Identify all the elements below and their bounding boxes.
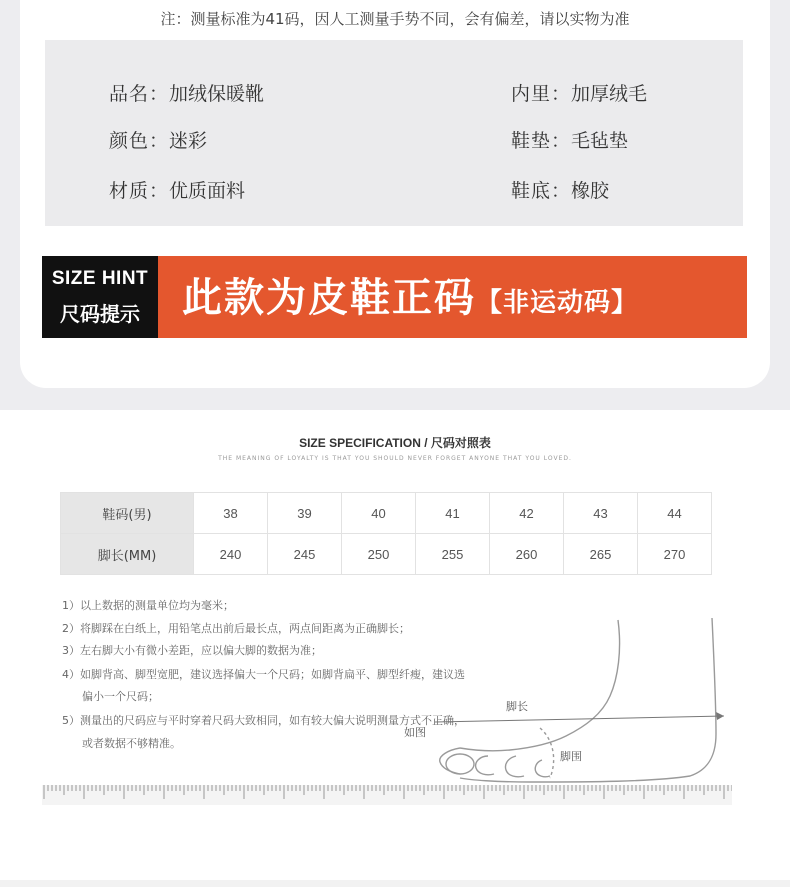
circumference-label: 如图	[404, 726, 426, 739]
table-cell: 44	[638, 493, 712, 534]
ruler-graphic	[42, 785, 732, 807]
info-lining-value: 加厚绒毛	[571, 83, 648, 105]
info-insole-label: 鞋垫：	[511, 130, 572, 152]
info-material	[109, 176, 245, 203]
info-material-label: 材质：	[109, 180, 170, 202]
table-cell: 41	[416, 493, 490, 534]
note-line: 5）测量出的尺码应与平时穿着尺码大致相同，如有较大偏大说明测量方式不正确，	[62, 714, 465, 727]
info-insole	[511, 126, 628, 153]
info-name-label: 品名：	[109, 83, 170, 105]
product-panel	[0, 0, 790, 410]
info-sole	[511, 176, 609, 203]
table-cell: 240	[194, 534, 268, 575]
size-hint-headline: 此款为皮鞋正码	[182, 275, 476, 321]
size-hint-sub: 【非运动码】	[476, 288, 639, 318]
size-hint-badge-cn: 尺码提示	[60, 302, 140, 326]
note-line: 3）左右脚大小有微小差距，应以偏大脚的数据为准；	[62, 644, 322, 657]
table-cell: 42	[490, 493, 564, 534]
size-hint-text	[182, 266, 638, 323]
size-hint-banner	[42, 256, 747, 338]
foot-diagram	[390, 610, 740, 790]
table-cell: 39	[268, 493, 342, 534]
info-name-value: 加绒保暖靴	[169, 83, 265, 105]
arrow-head-icon	[716, 712, 724, 720]
table-cell: 40	[342, 493, 416, 534]
note-line: 偏小一个尺码；	[82, 690, 159, 703]
product-card	[20, 0, 770, 388]
size-hint-badge-en: SIZE HINT	[51, 268, 149, 289]
table-header-size: 鞋码(男)	[61, 493, 194, 534]
table-cell: 260	[490, 534, 564, 575]
product-info-box	[45, 40, 743, 226]
bottom-strip	[0, 880, 790, 887]
table-cell: 245	[268, 534, 342, 575]
info-material-value: 优质面料	[169, 180, 246, 202]
info-color-label: 颜色：	[109, 130, 170, 152]
foot-length-arrow	[435, 716, 724, 722]
info-insole-value: 毛毡垫	[571, 130, 629, 152]
table-cell: 255	[416, 534, 490, 575]
note-line: 或者数据不够精准。	[82, 737, 181, 750]
info-lining	[511, 79, 647, 106]
info-sole-value: 橡胶	[571, 180, 610, 202]
info-color-value: 迷彩	[169, 130, 208, 152]
table-cell: 250	[342, 534, 416, 575]
info-name	[109, 79, 264, 106]
info-sole-label: 鞋底：	[511, 180, 572, 202]
size-hint-badge	[42, 256, 158, 338]
size-table	[60, 492, 712, 575]
table-row-lengths	[61, 534, 712, 575]
spec-title: SIZE SPECIFICATION / 尺码对照表	[299, 436, 491, 450]
table-row-sizes	[61, 493, 712, 534]
table-header-length: 脚长(MM)	[61, 534, 194, 575]
table-cell: 43	[564, 493, 638, 534]
info-color	[109, 126, 207, 153]
note-line: 2）将脚踩在白纸上，用铅笔点出前后最长点，两点间距离为正确脚长；	[62, 622, 410, 635]
measurement-note: 注：测量标准为41码，因人工测量手势不同，会有偏差，请以实物为准	[160, 10, 630, 28]
note-line: 4）如脚背高、脚型宽肥，建议选择偏大一个尺码；如脚背扁平、脚型纤瘦，建议选	[62, 668, 465, 681]
table-cell: 270	[638, 534, 712, 575]
info-lining-label: 内里：	[511, 83, 572, 105]
foot-length-label: 脚长	[506, 700, 528, 713]
table-cell: 38	[194, 493, 268, 534]
table-cell: 265	[564, 534, 638, 575]
spec-subtitle: THE MEANING OF LOYALTY IS THAT YOU SHOULD NEVER FORGET ANYONE THAT YOU LOVED.	[218, 455, 572, 462]
foot-girth-label: 脚围	[560, 750, 582, 763]
note-line: 1）以上数据的测量单位均为毫米；	[62, 599, 234, 612]
